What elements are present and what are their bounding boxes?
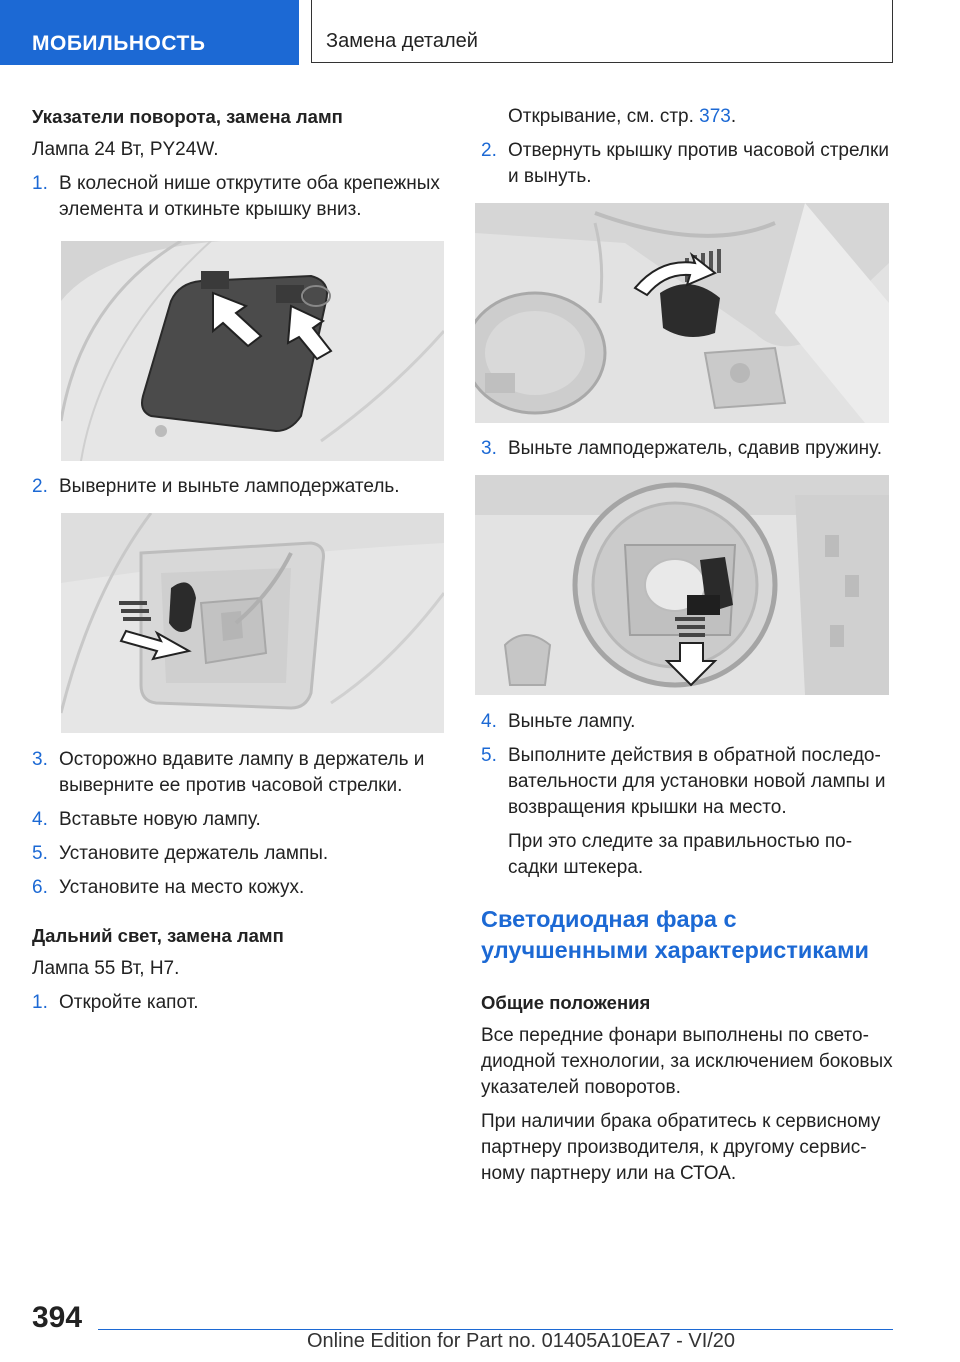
section-title: МОБИЛЬНОСТЬ xyxy=(32,32,206,55)
heading-line: улучшенными характеристиками xyxy=(481,937,869,963)
paragraph-line: При наличии брака обратитесь к сервисному xyxy=(481,1111,881,1132)
step-item xyxy=(481,436,895,462)
paragraph-line: ному партнеру или на СТОА. xyxy=(481,1163,737,1184)
chapter-box xyxy=(311,0,893,63)
left-lower-text xyxy=(32,747,444,1016)
step-number: 4. xyxy=(32,809,48,830)
note-line: садки штекера. xyxy=(508,857,644,878)
general-heading: Общие положения xyxy=(481,992,651,1013)
step-item xyxy=(32,841,444,867)
step-item xyxy=(32,747,444,799)
step-line: Выньте лампу. xyxy=(508,711,636,732)
paragraph-2 xyxy=(481,1109,895,1187)
paragraph-line: Все передние фонари выполнены по свето- xyxy=(481,1025,869,1046)
page-reference-link[interactable]: 373 xyxy=(699,106,731,127)
step-line: выверните ее против часовой стрелки. xyxy=(59,775,403,796)
step-line: В колесной нише открутите оба крепежных xyxy=(59,173,440,194)
step-item xyxy=(32,875,444,901)
edition-label: Online Edition for Part no. 01405A10EA7 - VI/20 xyxy=(307,1330,736,1352)
turn-signal-lamp-spec: Лампа 24 Вт, PY24W. xyxy=(32,139,219,160)
step-number: 2. xyxy=(481,140,497,161)
figure-bulb-holder-spring xyxy=(475,475,889,695)
step-line: возвращения крышки на место. xyxy=(508,797,787,818)
high-beam-lamp-spec: Лампа 55 Вт, H7. xyxy=(32,958,180,979)
step-line: Выполните действия в обратной последо- xyxy=(508,745,881,766)
step-line: Выверните и выньте ламподержатель. xyxy=(59,476,400,497)
left-upper-text xyxy=(32,104,444,223)
step-item xyxy=(32,807,444,833)
step-line: Установите на место кожух. xyxy=(59,877,305,898)
step-line: Вставьте новую лампу. xyxy=(59,809,261,830)
paragraph-line: партнеру производителя, к другому сервис- xyxy=(481,1137,867,1158)
turn-steps-a xyxy=(32,171,444,223)
step-item xyxy=(481,709,895,735)
step-number: 1. xyxy=(32,992,48,1013)
right-lower-text xyxy=(481,709,895,1187)
step-item xyxy=(32,474,444,500)
note-line: При это следите за правильностью по- xyxy=(508,831,853,852)
continuation-text: Открывание, см. стр. xyxy=(508,106,700,127)
step-line: вательности для установки новой лампы и xyxy=(508,771,886,792)
continuation-end: . xyxy=(730,106,737,127)
chapter-title: Замена деталей xyxy=(326,30,478,52)
step-item xyxy=(32,990,444,1016)
figure-wheel-arch-cover xyxy=(61,241,444,461)
paragraph-line: указателей поворотов. xyxy=(481,1077,681,1098)
step-line: Отвернуть крышку против часовой стрелки xyxy=(508,140,889,161)
step-number: 6. xyxy=(32,877,48,898)
step-number: 3. xyxy=(481,438,497,459)
step-number: 4. xyxy=(481,711,497,732)
right-upper-text xyxy=(481,104,895,190)
step-item xyxy=(481,138,895,190)
step-line: Выньте ламподержатель, сдавив пружину. xyxy=(508,438,883,459)
step-line: Установите держатель лампы. xyxy=(59,843,329,864)
section-tab xyxy=(0,0,299,65)
heading-line: Светодиодная фара с xyxy=(481,906,737,932)
step-item xyxy=(32,171,444,223)
step-line: Откройте капот. xyxy=(59,992,199,1013)
page-number: 394 xyxy=(32,1301,83,1334)
step-item xyxy=(481,743,895,821)
right-step3-text xyxy=(481,436,895,462)
turn-signal-heading: Указатели поворота, замена ламп xyxy=(32,106,343,127)
led-section-heading xyxy=(481,904,895,966)
step-number: 5. xyxy=(481,745,497,766)
step-note xyxy=(481,829,895,881)
step-number: 2. xyxy=(32,476,48,497)
left-step2-text xyxy=(32,474,444,500)
figure-lamp-holder xyxy=(61,513,444,733)
figure-headlight-cover xyxy=(475,203,889,423)
step-number: 3. xyxy=(32,749,48,770)
step-line: Осторожно вдавите лампу в держатель и xyxy=(59,749,425,770)
paragraph-1 xyxy=(481,1023,895,1101)
paragraph-line: диодной технологии, за исключением боковых xyxy=(481,1051,893,1072)
continuation-line xyxy=(481,104,895,130)
step-number: 5. xyxy=(32,843,48,864)
step-number: 1. xyxy=(32,173,48,194)
high-beam-heading: Дальний свет, замена ламп xyxy=(32,925,284,946)
step-line: элемента и откиньте крышку вниз. xyxy=(59,199,362,220)
step-line: и вынуть. xyxy=(508,166,592,187)
